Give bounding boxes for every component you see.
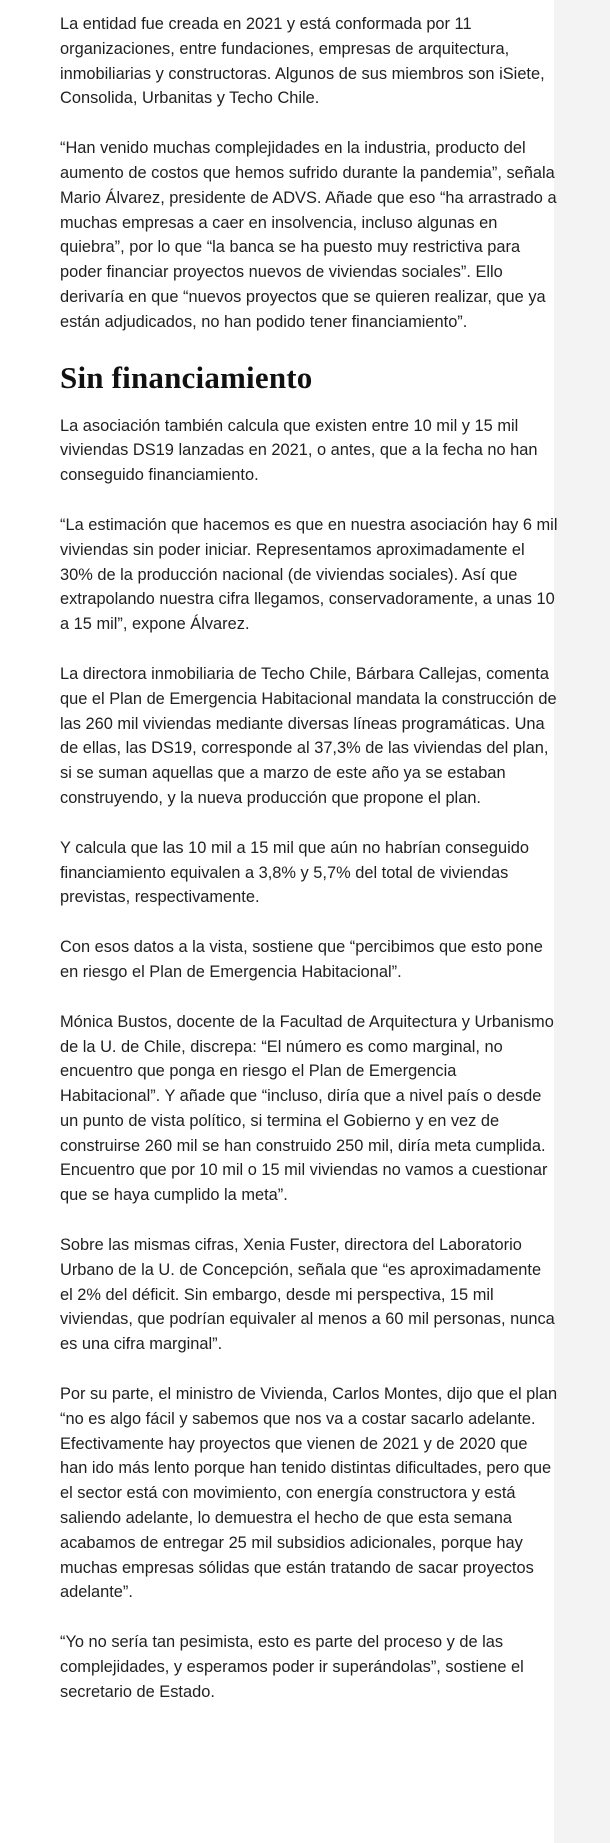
page-margin-strip (554, 0, 610, 1843)
paragraph-estimate: La asociación también calcula que existen entre 10 mil y 15 mil viviendas DS19 lanzadas en 2021, o antes, que a la fecha no han conseguido financiamiento. (60, 416, 538, 485)
paragraph-bustos: Mónica Bustos, docente de la Facultad de Arquitectura y Urbanismo de la U. de Chile, discrepa: “El número es como marginal, no encuentro que ponga en riesgo el Plan de Emergencia Habitacional”. Y añade que “incluso, diría que a nivel país o desde un punto de vista político, si termina el Gobierno y en vez de construirse 260 mil se han construido 250 mil, diría meta cumplida. Encuentro que por 10 mil o 15 mil viviendas no vamos a cuestionar que se haya cumplido la meta”. (60, 1012, 554, 1205)
paragraph-alvarez-quote: “Han venido muchas complejidades en la industria, producto del aumento de costos que hemos sufrido durante la pandemia”, señala Mario Álvarez, presidente de ADVS. Añade que eso “ha arrastrado a muchas empresas a caer en insolvencia, incluso algunas en quiebra”, por lo que “la banca se ha puesto muy restrictiva para poder financiar proyectos nuevos de viviendas sociales”. Ello derivaría en que “nuevos proyectos que se quieren realizar, que ya están adjudicados, no han podido tener financiamiento”. (60, 139, 557, 331)
paragraph-percentages: Y calcula que las 10 mil a 15 mil que aún no habrían conseguido financiamiento equivalen a 3,8% y 5,7% del total de viviendas previstas, respectivamente. (60, 838, 529, 907)
paragraph-entity-founding: La entidad fue creada en 2021 y está conformada por 11 organizaciones, entre fundaciones, empresas de arquitectura, inmobiliarias y constructoras. Algunos de sus miembros son iSiete, Consolida, Urbanitas y Techo Chile. (60, 15, 545, 108)
paragraph-risk: Con esos datos a la vista, sostiene que “percibimos que esto pone en riesgo el Plan de Emergencia Habitacional”. (60, 938, 543, 981)
article-body (60, 0, 558, 1730)
paragraph-closing-quote: “Yo no sería tan pesimista, esto es parte del proceso y de las complejidades, y esperamos poder ir superándolas”, sostiene el secretario de Estado. (60, 1633, 524, 1701)
paragraph-callejas: La directora inmobiliaria de Techo Chile, Bárbara Callejas, comenta que el Plan de Emergencia Habitacional mandata la construcción de las 260 mil viviendas mediante diversas líneas programáticas. Una de ellas, las DS19, corresponde al 37,3% de las viviendas del plan, si se suman aquellas que a marzo de este año ya se estaban construyendo, y la nueva producción que propone el plan. (60, 664, 557, 807)
paragraph-alvarez-estimate-quote: “La estimación que hacemos es que en nuestra asociación hay 6 mil viviendas sin poder iniciar. Representamos aproximadamente el 30% de la producción nacional (de viviendas sociales). Así que extrapolando nuestra cifra llegamos, conservadoramente, a unas 10 a 15 mil”, expone Álvarez. (60, 515, 558, 634)
paragraph-montes: Por su parte, el ministro de Vivienda, Carlos Montes, dijo que el plan “no es algo fácil y sabemos que nos va a costar sacarlo adelante. Efectivamente hay proyectos que vienen de 2021 y de 2020 que han ido más lento porque han tenido distintas dificultades, pero que el sector está con movimiento, con energía constructora y está saliendo adelante, lo demuestra el hecho de que esta semana acabamos de entregar 25 mil subsidios adicionales, porque hay muchas empresas sólidas que están tratando de sacar proyectos adelante”. (60, 1385, 558, 1602)
section-heading: Sin financiamiento (60, 359, 313, 395)
paragraph-fuster: Sobre las mismas cifras, Xenia Fuster, directora del Laboratorio Urbano de la U. de Concepción, señala que “es aproximadamente el 2% del déficit. Sin embargo, desde mi perspectiva, 15 mil viviendas, que podrían equivaler al menos a 60 mil personas, nunca es una cifra marginal”. (60, 1236, 555, 1354)
